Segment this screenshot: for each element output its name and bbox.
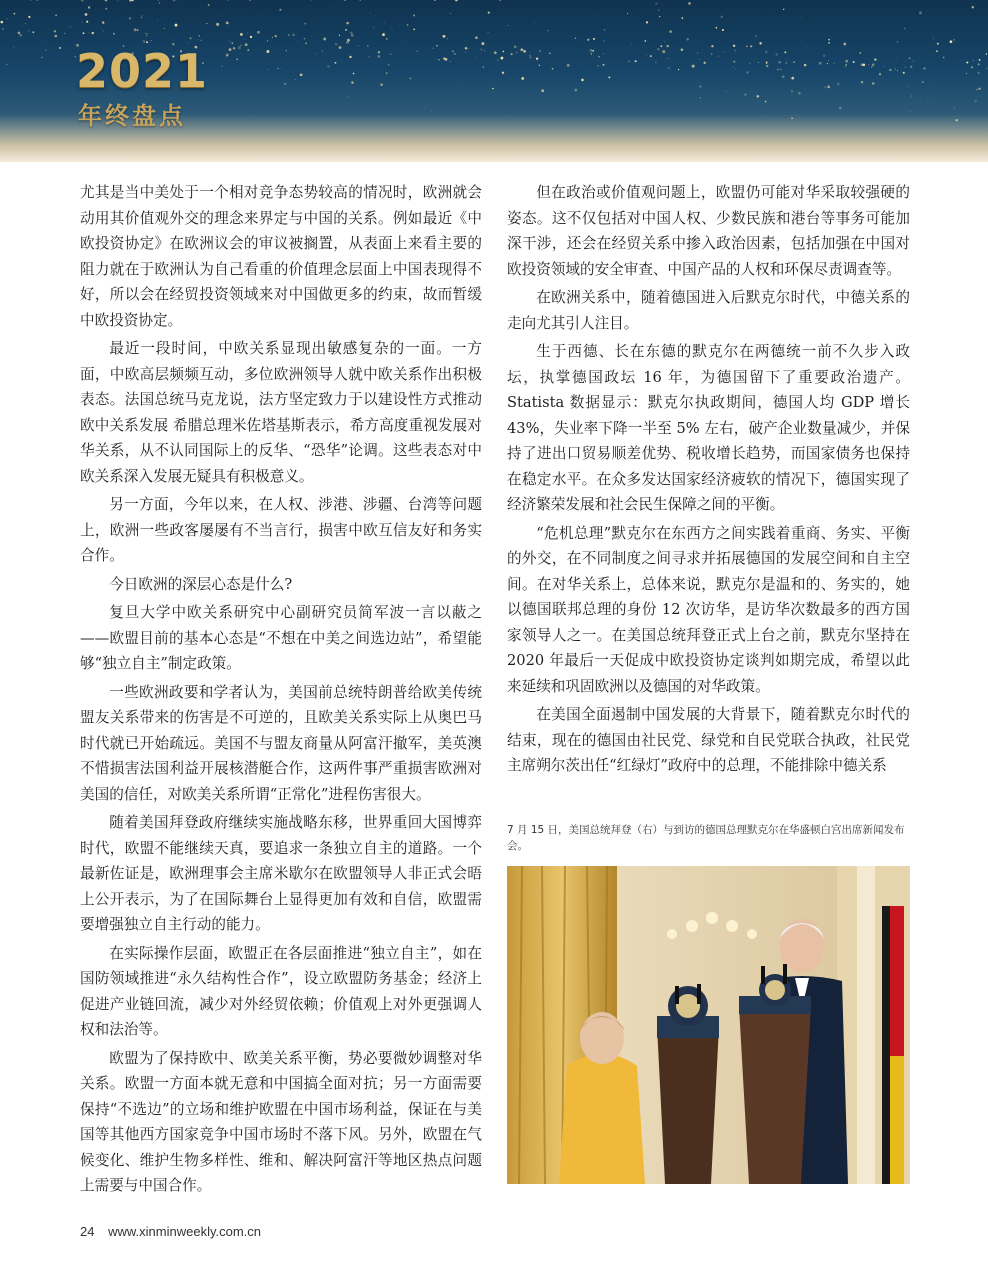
paragraph: 但在政治或价值观问题上，欧盟仍可能对华采取较强硬的姿态。这不仅包括对中国人权、少数民族和港台等事务可能加深干涉，还会在经贸关系中掺入政治因素，包括加强在中国对欧投资领域的安全审查、中国产品的人权和环保尽责调查等。 (507, 184, 910, 278)
article-column-left (80, 180, 482, 1202)
press-conference-photo (507, 866, 910, 1184)
paragraph: 在实际操作层面，欧盟正在各层面推进“独立自主”，如在国防领域推进“永久结构性合作”，设立欧盟防务基金；经济上促进产业链回流，减少对外经贸依赖；价值观上对外更强调人权和法治等。 (80, 944, 482, 1038)
paragraph: 今日欧洲的深层心态是什么? (109, 575, 293, 593)
section-title: 年终盘点 (78, 102, 186, 130)
paragraph: 在欧洲关系中，随着德国进入后默克尔时代，中德关系的走向尤其引人注目。 (507, 289, 910, 332)
issue-year: 2021 (76, 44, 209, 98)
paragraph: 随着美国拜登政府继续实施战略东移，世界重回大国博弈时代，欧盟不能继续天真，要追求一条独立自主的道路。一个最新佐证是，欧洲理事会主席米歇尔在欧盟领导人非正式会晤上公开表示，为了在国际舞台上显得更加有效和自信，欧盟需要增强独立自主行动的能力。 (80, 814, 482, 933)
paragraph: 复旦大学中欧关系研究中心副研究员简军波一言以蔽之——欧盟目前的基本心态是“不想在中美之间选边站”，希望能够“独立自主”制定政策。 (80, 604, 482, 672)
photo-caption: 7 月 15 日，美国总统拜登（右）与到访的德国总理默克尔在华盛顿白宫出席新闻发布会。 (507, 824, 905, 852)
paragraph: 在美国全面遏制中国发展的大背景下，随着默克尔时代的结束，现在的德国由社民党、绿党和自民党联合执政，社民党主席朔尔茨出任“红绿灯”政府中的总理，不能排除中德关系 (507, 706, 910, 774)
paragraph: 生于西德、长在东德的默克尔在两德统一前不久步入政坛，执掌德国政坛 16 年，为德国留下了重要政治遗产。Statista 数据显示：默克尔执政期间，德国人均 GDP 增长 43%，失业率下降一半至 5% 左右，破产企业数量减少，并保持了进出口贸易顺差优势、税收增长趋势，而国家债务也保持在稳定水平。在众多发达国家经济疲软的情况下，德国实现了经济繁荣发展和社会民生保障之间的平衡。 (507, 343, 910, 513)
paragraph: 欧盟为了保持欧中、欧美关系平衡，势必要微妙调整对华关系。欧盟一方面本就无意和中国搞全面对抗；另一方面需要保持“不选边”的立场和维护欧盟在中国市场利益，保证在与美国等其他西方国家竞争中国市场时不落下风。另外，欧盟在气候变化、维护生物多样性、维和、解决阿富汗等地区热点问题上需要与中国合作。 (80, 1049, 482, 1194)
header-banner (0, 0, 988, 162)
website-url: www.xinminweekly.com.cn (108, 1224, 262, 1239)
page-number: 24 (80, 1224, 95, 1239)
paragraph: 一些欧洲政要和学者认为，美国前总统特朗普给欧美传统盟友关系带来的伤害是不可逆的，且欧美关系实际上从奥巴马时代就已开始疏远。美国不与盟友商量从阿富汗撤军，美英澳不惜损害法国利益开展核潜艇合作，这两件事严重损害欧洲对美国的信任，对欧美关系所谓“正常化”进程伤害很大。 (80, 683, 482, 803)
paragraph: 另一方面，今年以来，在人权、涉港、涉疆、台湾等问题上，欧洲一些政客屡屡有不当言行，损害中欧互信友好和务实合作。 (80, 496, 482, 564)
page-footer (80, 1224, 261, 1239)
paragraph: 尤其是当中美处于一个相对竞争态势较高的情况时，欧洲就会动用其价值观外交的理念来界定与中国的关系。例如最近《中欧投资协定》在欧洲议会的审议被搁置，从表面上来看主要的阻力就在于欧洲认为自己看重的价值理念层面上中国表现得不好，所以会在经贸投资领域来对中国做更多的约束，故而暂缓中欧投资协定。 (80, 184, 482, 329)
article-column-right (507, 180, 910, 782)
paragraph: 最近一段时间，中欧关系显现出敏感复杂的一面。一方面，中欧高层频频互动，多位欧洲领导人就中欧关系作出积极表态。法国总统马克龙说，法方坚定致力于以建设性方式推动欧中关系发展 希腊总理米佐塔基斯表示，希方高度重视发展对华关系，从不认同国际上的反华、“恐华”论调。这些表态对中欧关系深入发展无疑具有积极意义。 (80, 340, 482, 485)
paragraph: “危机总理”默克尔在东西方之间实践着重商、务实、平衡的外交，在不同制度之间寻求并拓展德国的发展空间和自主空间。在对华关系上，总体来说，默克尔是温和的、务实的，她以德国联邦总理的身份 12 次访华，是访华次数最多的西方国家领导人之一。在美国总统拜登正式上台之前，默克尔坚持在 2020 年最后一天促成中欧投资协定谈判如期完成，希望以此来延续和巩固欧洲以及德国的对华政策。 (507, 524, 910, 695)
